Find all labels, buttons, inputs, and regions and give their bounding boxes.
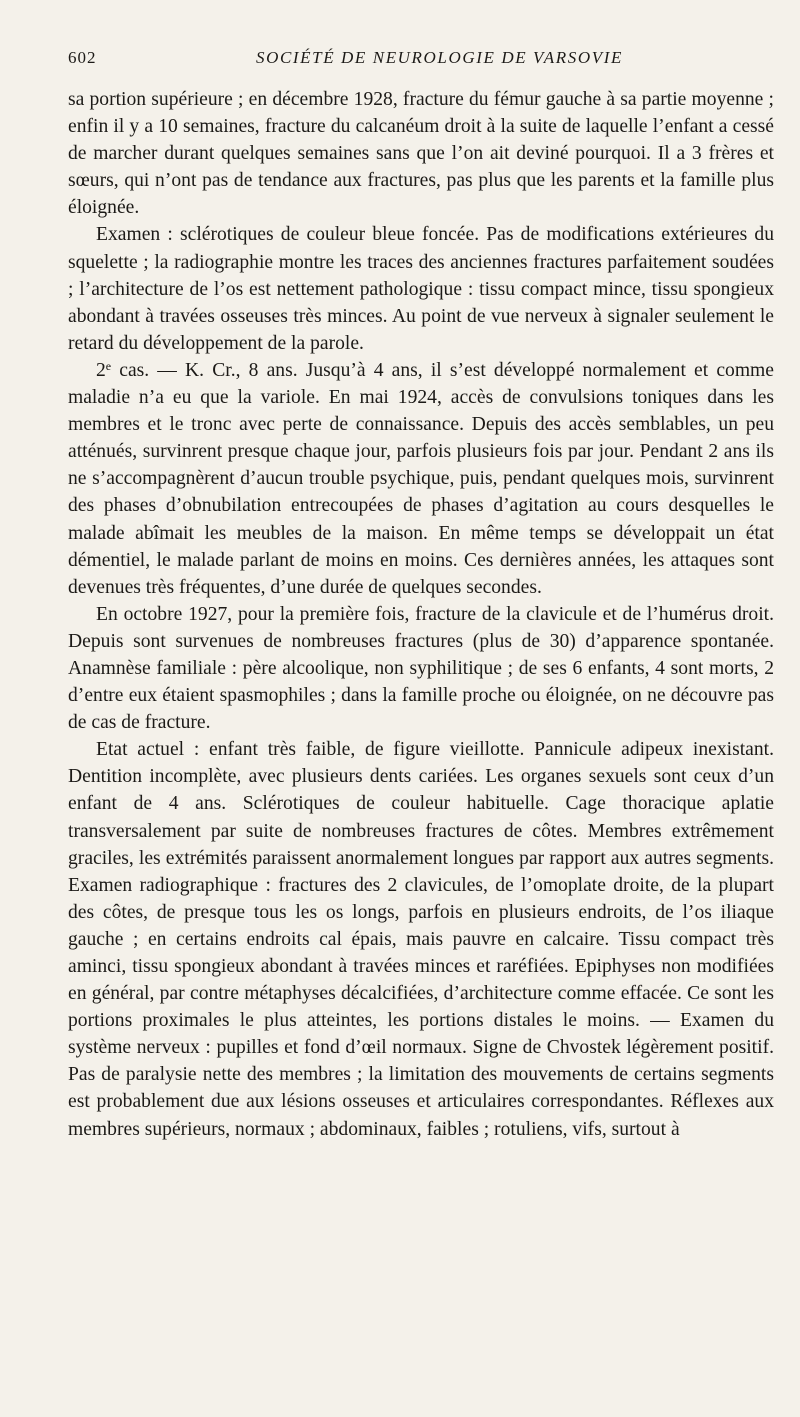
paragraph-text: cas. — K. Cr., 8 ans. Jusqu’à 4 ans, il s’est développé normalement et comme maladie n’a eu que la variole. En mai 1924, accès de convulsions toniques dans les membres et le tronc avec perte de connaissance. Depuis des accès semblables, un peu atténués, survinrent presque chaque jour, parfois plusieurs fois par jour. Pendant 2 ans ils ne s’accompagnèrent d’aucun trouble psychique, puis, pendant quelques mois, survinrent des phases d’obnubilation entrecoupées de phases d’agitation au cours desquelles le malade abîmait les meubles de la maison. En même temps se développait un état démentiel, le malade parlant de moins en moins. Ces dernières années, les attaques sont devenues très fréquentes, d’une durée de quelques secondes.	[68, 359, 774, 598]
paragraph-text: Examen : sclérotiques de couleur bleue foncée. Pas de modifications extérieures du squelette ; la radiographie montre les traces des anciennes fractures parfaitement soudées ; l’architecture de l’os est nettement pathologique : tissu compact mince, tissu spongieux abondant à travées osseuses très minces. Au point de vue nerveux à signaler seulement le retard du développement de la parole.	[68, 224, 774, 354]
paragraph-continuation	[68, 86, 774, 221]
running-header	[68, 48, 774, 78]
case-number-superscript: e	[105, 358, 112, 373]
paragraph-text: En octobre 1927, pour la première fois, fracture de la clavicule et de l’humérus droit. Depuis sont survenues de nombreuses fractures (plus de 30) d’apparence spontanée. Anamnèse familiale : père alcoolique, non syphilitique ; de ses 6 enfants, 4 sont morts, 2 d’entre eux étaient spasmophiles ; dans la famille proche ou éloignée, on ne découvre pas de cas de fracture.	[68, 603, 774, 734]
paragraph-history	[68, 601, 774, 736]
page-number: 602	[68, 48, 97, 67]
paragraph-case-2	[68, 357, 774, 601]
paragraph-text: Etat actuel : enfant très faible, de figure vieillotte. Pannicule adipeux inexistant. Dentition incomplète, avec plusieurs dents cariées. Les organes sexuels sont ceux d’un enfant de 4 ans. Sclérotiques de couleur habituelle. Cage thoracique aplatie transversalement par suite de nombreuses fractures de côtes. Membres extrêmement graciles, les extrémités paraissent anormalement longues par rapport aux autres segments. Examen radiographique : fractures des 2 clavicules, de l’omoplate droite, de la plupart des côtes, de presque tous les os longs, parfois en plusieurs endroits, de l’os iliaque gauche ; en certains endroits cal épais, mais pauvre en calcaire. Tissu compact très aminci, tissu spongieux abondant à travées minces et raréfiées. Epiphyses non modifiées en général, par contre métaphyses décalcifiées, d’architecture comme effacée. Ce sont les portions proximales le plus atteintes, les portions distales le moins. — Examen du système nerveux : pupilles et fond d’œil normaux. Signe de Chvostek légèrement positif. Pas de paralysie nette des membres ; la limitation des mouvements de certains segments est probablement due aux lésions osseuses et articulaires correspondantes. Réflexes aux membres supérieurs, normaux ; abdominaux, faibles ; rotuliens, vifs, surtout à	[68, 739, 774, 1140]
journal-title: SOCIÉTÉ DE NEUROLOGIE DE VARSOVIE	[256, 48, 623, 67]
body-text	[68, 86, 774, 1143]
paragraph-examen	[68, 221, 774, 356]
paragraph-text: sa portion supérieure ; en décembre 1928, fracture du fémur gauche à sa partie moyenne ; enfin il y a 10 semaines, fracture du calcanéum droit à la suite de laquelle l’enfant a cessé de marcher durant quelques semaines sans que l’on ait deviné pourquoi. Il a 3 frères et sœurs, qui n’ont pas de tendance aux fractures, pas plus que les parents et la famille plus éloignée.	[68, 89, 774, 219]
paragraph-current-state	[68, 736, 774, 1142]
case-number: 2	[96, 359, 106, 381]
